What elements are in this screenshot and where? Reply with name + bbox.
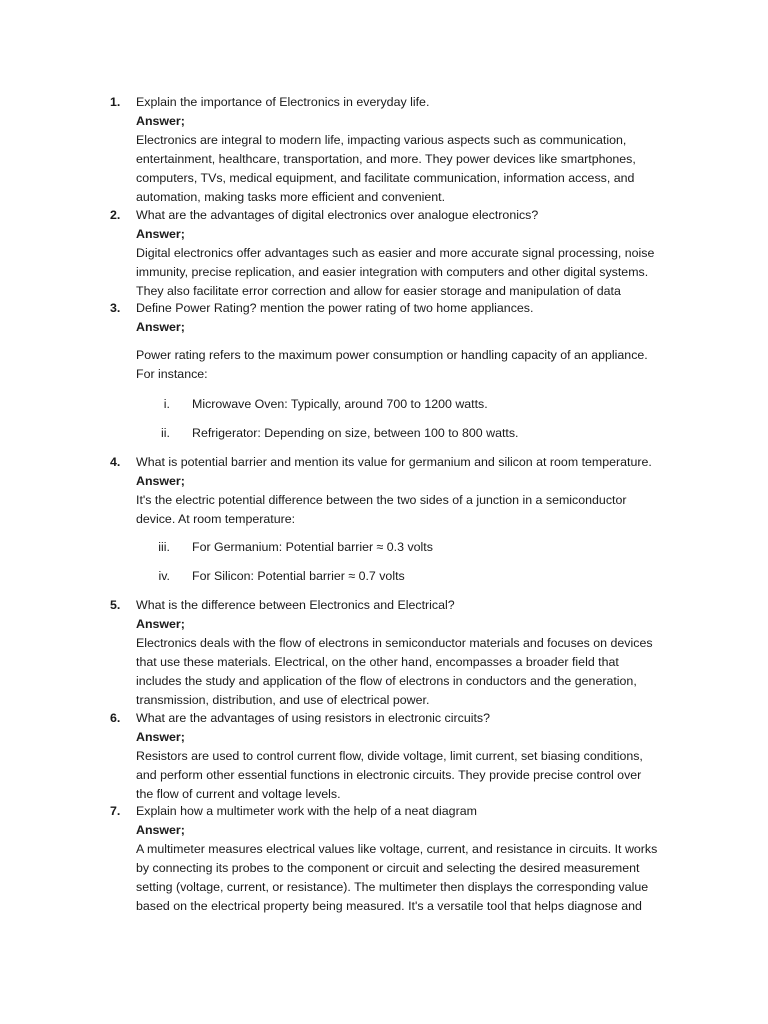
answer-line: by connecting its probes to the component or circuit and selecting the desired measurement — [136, 861, 640, 875]
question-block — [136, 93, 696, 207]
answer-line: computers, TVs, medical equipment, and facilitate communication, information access, and — [136, 171, 635, 185]
list-item-number: ii. — [161, 426, 170, 440]
question-text: What are the advantages of digital electronics over analogue electronics? — [136, 208, 539, 222]
answer-line: For instance: — [136, 367, 208, 381]
question-block — [136, 299, 696, 337]
question-block — [136, 596, 696, 710]
answer-line: device. At room temperature: — [136, 512, 296, 526]
answer-label: Answer; — [136, 823, 185, 837]
answer-line: A multimeter measures electrical values like voltage, current, and resistance in circuits. It works — [136, 842, 658, 856]
answer-label: Answer; — [136, 227, 185, 241]
question-number: 2. — [110, 208, 121, 222]
answer-line: Digital electronics offer advantages such as easier and more accurate signal processing, noise — [136, 246, 655, 260]
answer-line: includes the study and application of the flow of electrons in conductors and the generation, — [136, 674, 637, 688]
question-text: What is potential barrier and mention its value for germanium and silicon at room temperature. — [136, 455, 652, 469]
answer-line: They also facilitate error correction and allow for easier storage and manipulation of data — [136, 284, 621, 298]
answer-paragraph — [136, 346, 696, 384]
question-block — [136, 206, 696, 301]
list-item-number: iv. — [158, 569, 170, 583]
question-block — [136, 802, 696, 916]
answer-line: setting (voltage, current, or resistance). The multimeter then displays the corresponding value — [136, 880, 649, 894]
question-block — [136, 709, 696, 804]
question-text: Explain the importance of Electronics in everyday life. — [136, 95, 430, 109]
answer-label: Answer; — [136, 114, 185, 128]
question-number: 6. — [110, 711, 121, 725]
answer-label: Answer; — [136, 617, 185, 631]
question-number: 5. — [110, 598, 121, 612]
answer-line: Electronics are integral to modern life, impacting various aspects such as communication, — [136, 133, 627, 147]
question-text: Explain how a multimeter work with the help of a neat diagram — [136, 804, 477, 818]
question-number: 1. — [110, 95, 121, 109]
question-number: 3. — [110, 301, 121, 315]
list-item: For Germanium: Potential barrier ≈ 0.3 volts — [192, 540, 433, 554]
question-number: 4. — [110, 455, 121, 469]
question-text: What is the difference between Electronics and Electrical? — [136, 598, 455, 612]
answer-line: transmission, distribution, and use of electrical power. — [136, 693, 430, 707]
answer-line: Resistors are used to control current flow, divide voltage, limit current, set biasing conditions, — [136, 749, 643, 763]
list-item-number: i. — [163, 397, 170, 411]
answer-line: automation, making tasks more efficient and convenient. — [136, 190, 446, 204]
answer-line: immunity, precise replication, and easier integration with computers and other digital systems. — [136, 265, 649, 279]
answer-label: Answer; — [136, 730, 185, 744]
question-block — [136, 453, 696, 529]
list-item: Microwave Oven: Typically, around 700 to 1200 watts. — [192, 397, 488, 411]
answer-label: Answer; — [136, 474, 185, 488]
answer-line: and perform other essential functions in electronic circuits. They provide precise control over — [136, 768, 642, 782]
answer-line: It's the electric potential difference between the two sides of a junction in a semiconductor — [136, 493, 627, 507]
answer-line: entertainment, healthcare, transportation, and more. They power devices like smartphones, — [136, 152, 636, 166]
question-number: 7. — [110, 804, 121, 818]
list-item: For Silicon: Potential barrier ≈ 0.7 volts — [192, 569, 405, 583]
list-item-number: iii. — [158, 540, 170, 554]
answer-line: the flow of current and voltage levels. — [136, 787, 341, 801]
answer-label: Answer; — [136, 320, 185, 334]
answer-line: that use these materials. Electrical, on the other hand, encompasses a broader field that — [136, 655, 619, 669]
list-item: Refrigerator: Depending on size, between 100 to 800 watts. — [192, 426, 519, 440]
question-text: Define Power Rating? mention the power rating of two home appliances. — [136, 301, 534, 315]
answer-line: based on the electrical property being measured. It's a versatile tool that helps diagnose and — [136, 899, 642, 913]
answer-line: Electronics deals with the flow of electrons in semiconductor materials and focuses on devices — [136, 636, 653, 650]
answer-line: Power rating refers to the maximum power consumption or handling capacity of an appliance. — [136, 348, 648, 362]
question-text: What are the advantages of using resistors in electronic circuits? — [136, 711, 490, 725]
